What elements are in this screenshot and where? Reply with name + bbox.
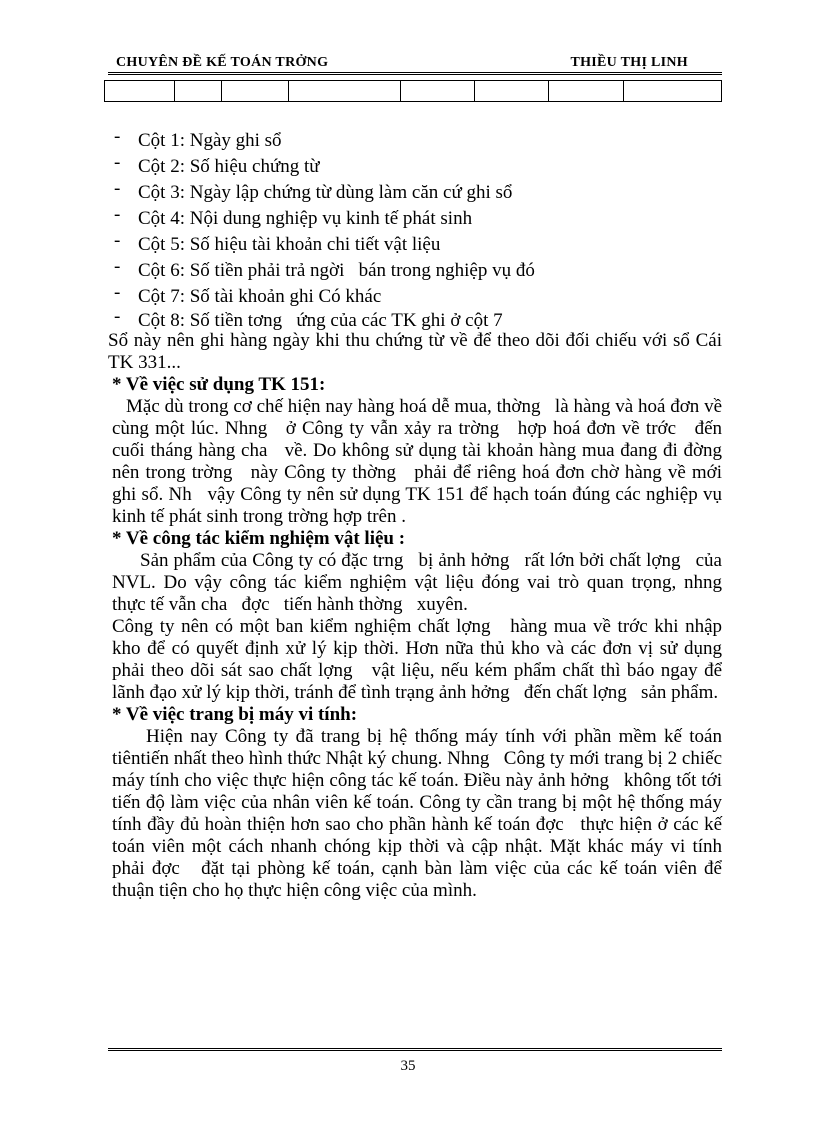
list-item: - Cột 3: Ngày lập chứng từ dùng làm căn cứ ghi sổ bbox=[114, 178, 513, 203]
section-paragraph: Hiện nay Công ty đã trang bị hệ thống máy tính với phần mềm kế toán tiêntiến nhất theo hình thức Nhật ký chung. Nhng Công ty mới trang bị 2 chiếc máy tính cho việc thực hiện công tác kế toán. Điều này ảnh hởng không tốt tới tiến độ làm việc của nhân viên kế toán. Công ty cần trang bị một hệ thống máy tính đầy đủ hoàn thiện hơn sao cho phần hành kế toán đợc thực hiện ở các kế toán viên một cách nhanh chóng kịp thời và cập nhật. Mặt khác máy vi tính phải đợc đặt tại phòng kế toán, cạnh bàn làm việc của các kế toán viên để thuận tiện cho họ thực hiện công việc của mình. bbox=[112, 726, 727, 901]
bullet-dash: - bbox=[114, 126, 121, 147]
section-paragraph: Sản phẩm của Công ty có đặc trng bị ảnh hởng rất lớn bởi chất lợng của NVL. Do vậy công tác kiểm nghiệm vật liệu đóng vai trò quan trọng, nhng thực tế vẫn cha đợc tiến hành thờng xuyên. bbox=[112, 550, 737, 615]
bullet-dash: - bbox=[114, 256, 121, 277]
header-title: CHUYÊN ĐỀ KẾ TOÁN TRỞNG bbox=[116, 55, 329, 70]
table-cell bbox=[105, 81, 175, 102]
bullet-dash: - bbox=[114, 282, 121, 303]
bullet-dash: - bbox=[114, 178, 121, 199]
table-cell bbox=[474, 81, 548, 102]
ledger-table-strip bbox=[104, 80, 722, 102]
section-heading-inspection: * Về công tác kiểm nghiệm vật liệu : bbox=[112, 528, 406, 549]
list-item: - Cột 1: Ngày ghi sổ bbox=[114, 126, 282, 151]
list-item: - Cột 6: Số tiền phải trả ngời bán trong nghiệp vụ đó bbox=[114, 256, 535, 281]
table-cell bbox=[288, 81, 400, 102]
section-paragraph: Mặc dù trong cơ chế hiện nay hàng hoá dễ mua, thờng là hàng và hoá đơn về cùng một lúc. Nhng ở Công ty vẫn xảy ra trờng hợp hoá đơn về trớc đến cuối tháng hàng cha về. Do không sử dụng tài khoản hàng mua đang đi đờng nên trong trờng này Công ty thờng phải để riêng hoá đơn chờ hàng về mới ghi sổ. Nh vậy Công ty nên sử dụng TK 151 để hạch toán đúng các nghiệp vụ kinh tế phát sinh trong trờng hợp trên . bbox=[112, 396, 737, 527]
section-heading-computers: * Về việc trang bị máy vi tính: bbox=[112, 704, 358, 725]
section-paragraph: Công ty nên có một ban kiểm nghiệm chất lợng hàng mua về trớc khi nhập kho để có quyết định xử lý kịp thời. Hơn nữa thủ kho và các đơn vị sử dụng phải theo dõi sát sao chất lợng vật liệu, nếu kém phẩm chất thì báo ngay để lãnh đạo xử lý kịp thời, tránh để tình trạng ảnh hởng đến chất lợng sản phẩm. bbox=[112, 616, 727, 703]
footer-rule bbox=[108, 1048, 722, 1054]
page-header bbox=[108, 52, 722, 74]
header-rule bbox=[108, 72, 722, 78]
table-cell bbox=[400, 81, 474, 102]
list-item: - Cột 5: Số hiệu tài khoản chi tiết vật liệu bbox=[114, 230, 441, 255]
table-cell bbox=[222, 81, 288, 102]
list-item: - Cột 2: Số hiệu chứng từ bbox=[114, 152, 320, 177]
page-number: 35 bbox=[400, 1058, 416, 1074]
table-cell bbox=[175, 81, 222, 102]
list-item: - Cột 8: Số tiền tơng ứng của các TK ghi ở cột 7 bbox=[114, 306, 503, 331]
bullet-dash: - bbox=[114, 204, 121, 225]
bullet-dash: - bbox=[114, 306, 121, 327]
summary-paragraph: Sổ này nên ghi hàng ngày khi thu chứng từ về để theo dõi đối chiếu với sổ Cái TK 331... bbox=[108, 330, 722, 373]
list-item: - Cột 4: Nội dung nghiệp vụ kinh tế phát sinh bbox=[114, 204, 473, 229]
bullet-dash: - bbox=[114, 152, 121, 173]
bullet-dash: - bbox=[114, 230, 121, 251]
list-item: - Cột 7: Số tài khoản ghi Có khác bbox=[114, 282, 382, 307]
section-heading-tk151: * Về việc sử dụng TK 151: bbox=[112, 374, 326, 395]
document-body bbox=[108, 126, 737, 902]
table-cell bbox=[549, 81, 623, 102]
table-cell bbox=[623, 81, 721, 102]
header-author: THIỀU THỊ LINH bbox=[570, 55, 688, 70]
